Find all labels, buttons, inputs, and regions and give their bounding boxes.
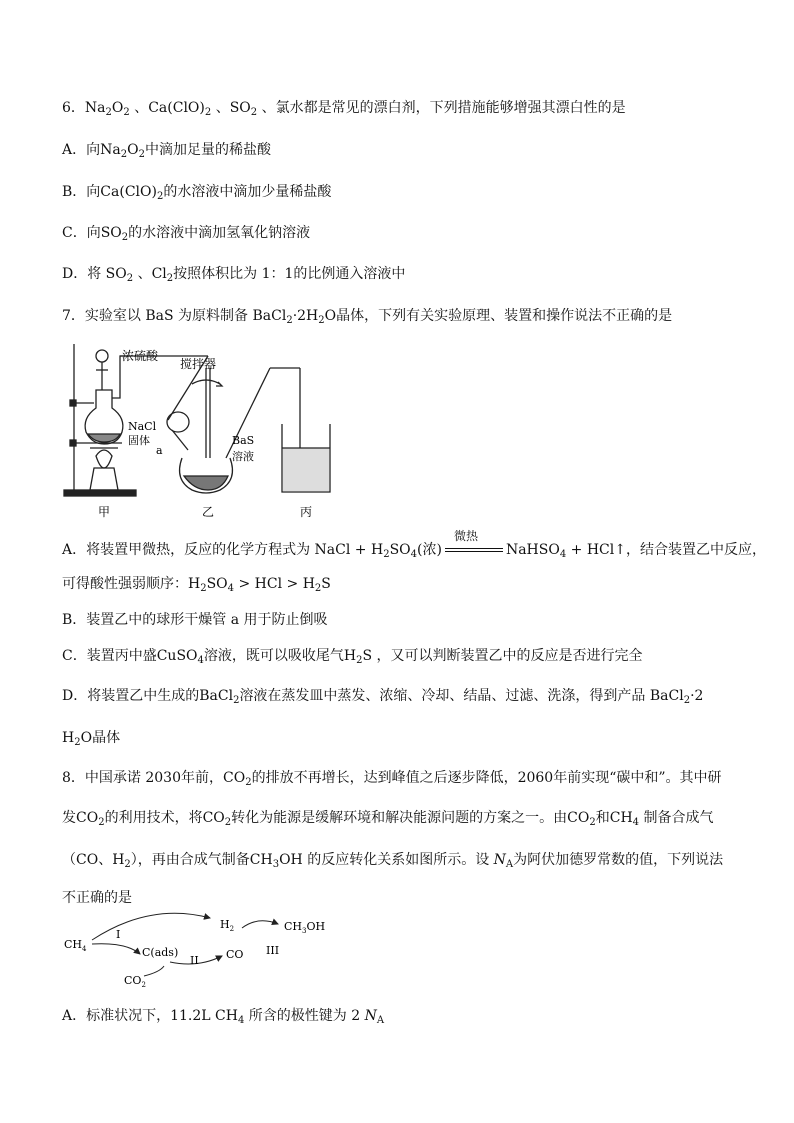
q7-apparatus-figure [60, 340, 360, 522]
q7-option-a: A．将装置甲微热，反应的化学方程式为 NaCl + $H_2SO_4$(浓) 微热 NaHSO$_4$ + HCl↑，结合装置乙中反应， [62, 529, 766, 560]
co-label: CO [226, 948, 244, 961]
q6-option-c: C．向$SO_2$的水溶液中滴加氢氧化钠溶液 [62, 225, 311, 243]
q8-line4: 不正确的是 [62, 890, 132, 906]
co2-label: $CO_2$ [124, 974, 146, 989]
q6-option-d: D．将 $SO_2$ 、$Cl_2$按照体积比为 1：1的比例通入溶液中 [62, 266, 406, 284]
q6-stem: 6．$Na_2O_2$ 、$Ca(ClO)_2$ 、$SO_2$ 、氯水都是常见的漂白剂，下列措施能够增强其漂白性的是 [62, 100, 626, 118]
q8-line2: 发$CO_2$的利用技术，将$CO_2$转化为能源是缓解环境和解决能源问题的方案之一。由$CO_2$和$CH_4$ 制备合成气 [62, 810, 714, 828]
c-ads-label: C(ads) [142, 946, 179, 959]
q8-reaction-diagram [60, 906, 350, 992]
step-i-label: I [116, 928, 121, 941]
q7-stem: 7．实验室以 BaS 为原料制备 $BaCl_2\cdot 2H_2O$晶体，下列有关实验原理、装置和操作说法不正确的是 [62, 308, 673, 326]
q8-line3: （CO、$H_2$），再由合成气制备$CH_3OH$ 的反应转化关系如图所示。设 $N_A$为阿伏加德罗常数的值，下列说法 [62, 852, 724, 870]
label-solid: 固体 [128, 434, 150, 447]
step-iii-label: III [266, 944, 280, 957]
label-stirrer: 搅拌器 [180, 357, 217, 371]
label-tube-a: a [156, 444, 163, 457]
q7-option-b: B．装置乙中的球形干燥管 a 用于防止倒吸 [62, 612, 328, 628]
h2-label: $H_2$ [220, 918, 235, 933]
label-bas: BaS [232, 434, 255, 447]
q6-option-b: B．向$Ca(ClO)_2$的水溶液中滴加少量稀盐酸 [62, 184, 332, 202]
ch3oh-label: $CH_3OH$ [284, 920, 326, 935]
q6-option-a: A．向$Na_2O_2$中滴加足量的稀盐酸 [62, 142, 271, 160]
q7-option-d-line2: $H_2O$晶体 [62, 730, 121, 748]
label-yi: 乙 [202, 505, 215, 519]
label-concentrated-acid: 浓硫酸 [122, 349, 159, 363]
step-ii-label: II [190, 954, 199, 967]
reaction-arrow: 微热 [442, 540, 506, 560]
q7-option-a-line2: 可得酸性强弱顺序：$H_2SO_4$ > HCl > $H_2S$ [62, 576, 331, 594]
q8-option-a: A．标准状况下，11.2L $CH_4$ 所含的极性键为 2 $N_A$ [62, 1008, 385, 1026]
q7-option-c: C．装置丙中盛CuSO$_4$溶液，既可以吸收尾气$H_2S$ ，又可以判断装置乙中的反应是否进行完全 [62, 648, 643, 666]
label-bing: 丙 [300, 505, 313, 519]
label-jia: 甲 [98, 505, 111, 519]
label-nacl: NaCl [128, 420, 157, 433]
q7-option-d: D．将装置乙中生成的BaCl$_2$溶液在蒸发皿中蒸发、浓缩、冷却、结晶、过滤、洗涤，得到产品 BaCl$_2$·2 [62, 688, 704, 706]
ch4-label: $CH_4$ [64, 938, 87, 953]
q8-line1: 8．中国承诺 2030年前，$CO_2$的排放不再增长，达到峰值之后逐步降低，2060年前实现“碳中和”。其中研 [62, 770, 722, 788]
label-solution: 溶液 [232, 450, 254, 463]
